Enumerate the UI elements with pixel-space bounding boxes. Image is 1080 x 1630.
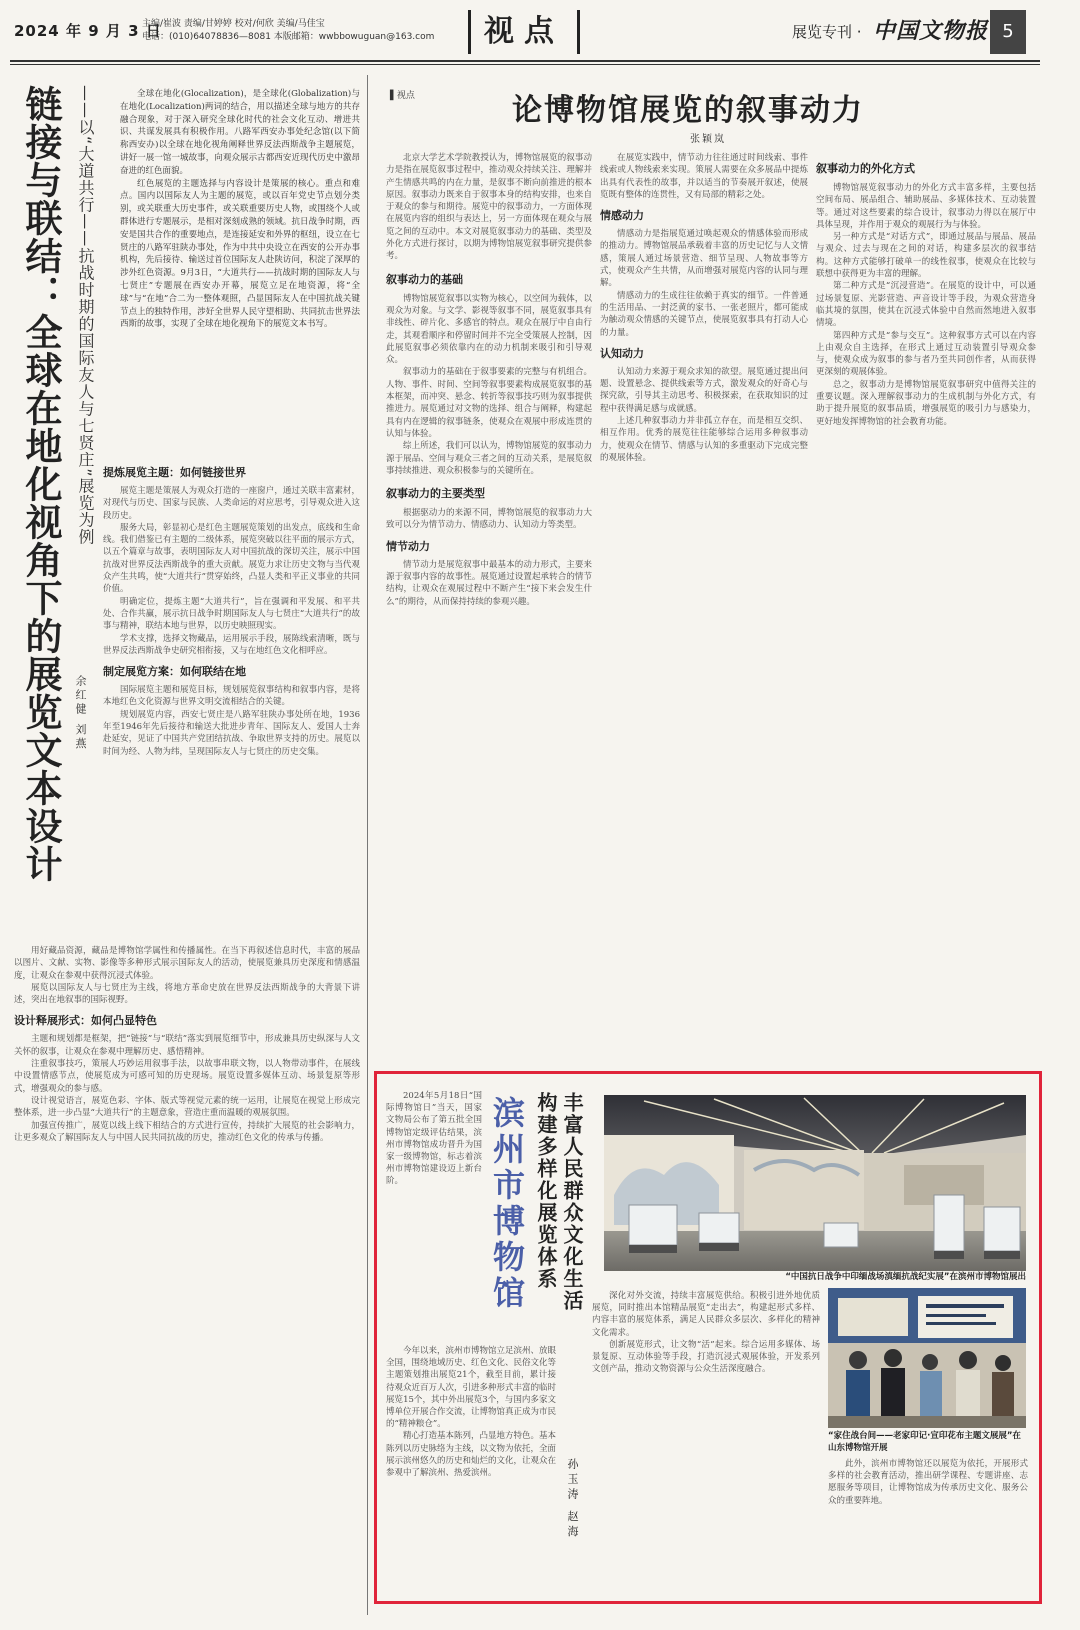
- body-paragraph: 第四种方式是“参与交互”。这种叙事方式可以在内容上由观众自主选择，在形式上通过互动装置引导观众参与，使观众成为叙事的参与者乃至共同创作者，从而获得更深刻的观展体验。: [816, 330, 1036, 378]
- box-article-column-2: [592, 1290, 820, 1595]
- visitors-photo: [828, 1288, 1026, 1428]
- body-paragraph: 明确定位，提炼主题“大道共行”，旨在强调和平发展、和平共处、合作共赢，展示抗日战争时期国际友人与七贤庄“大道共行”的故事与精神，联结本地与世界，以历史映照现实。: [103, 596, 360, 632]
- column-name: 视点: [468, 10, 580, 54]
- body-paragraph: 展览以国际友人与七贤庄为主线，将地方革命史放在世界反法西斯战争的大背景下讲述，突出在地叙事的国际视野。: [14, 982, 360, 1006]
- body-paragraph: 精心打造基本陈列，凸显地方特色。基本陈列以历史脉络为主线，以文物为依托，全面展示滨州悠久的历史和灿烂的文化，让观众在参观中了解滨州、热爱滨州。: [386, 1431, 556, 1479]
- body-paragraph: 上述几种叙事动力并非孤立存在，而是相互交织、相互作用。优秀的展览往往能够综合运用多种叙事动力，使观众在情节、情感与认知的多重驱动下完成完整的观展体验。: [600, 416, 808, 463]
- main-article-column-2: [600, 152, 808, 1062]
- body-paragraph: 国际展览主题和展览目标，规划展览叙事结构和叙事内容，是将本地红色文化资源与世界文明交流相结合的关键。: [103, 685, 360, 708]
- body-paragraph: 设计视觉语言，展览色彩、字体、版式等视觉元素的统一运用，让展览在视觉上形成完整体系，进一步凸显“大道共行”的主题意象，营造庄重而温暖的观展氛围。: [14, 1095, 360, 1119]
- section-heading: 叙事动力的主要类型: [386, 487, 485, 501]
- body-paragraph: 认知动力来源于观众求知的欲望。展览通过提出问题、设置悬念、提供线索等方式，激发观众的好奇心与探究欲，引导其主动思考、积极探索，在获取知识的过程中获得满足感与成就感。: [600, 366, 808, 414]
- body-paragraph: 服务大局，彰显初心是红色主题展览策划的出发点，底线和生命线。我们借鉴已有主题的二级体系，展览突破以往平面的展示方式，以五个篇章与故事，表明国际友人对中国抗战的深切关注，展示中国抗战对世界反法西斯战争的重大贡献。展览力求让历史文物与当代观众产生共鸣，使“大道共行”贯穿始终，凸显人类和平正义事业的共同价值。: [103, 522, 360, 595]
- box-article-intro: [386, 1090, 482, 1340]
- box-article-subtitle: 丰富人民群众文化生活: [560, 1092, 584, 1312]
- body-paragraph: 在展览实践中，情节动力往往通过时间线索、事件线索或人物线索来实现。策展人需要在众多展品中提炼出具有代表性的故事，并以适当的节奏展开叙述，使展览既有整体的连贯性，又有局部的精彩之处。: [600, 153, 808, 200]
- body-paragraph: 此外，滨州市博物馆还以展览为依托，开展形式多样的社会教育活动，推出研学课程、专题讲座、志愿服务等项目，让博物馆成为传承历史文化、服务公众的重要阵地。: [828, 1459, 1028, 1506]
- paper-masthead: 中国文物报: [873, 18, 989, 44]
- issue-date: 2024 年 9 月 3 日: [14, 22, 162, 40]
- body-paragraph: 情节动力是展览叙事中最基本的动力形式，主要来源于叙事内容的故事性。展览通过设置起承转合的情节结构，让观众在观展过程中不断产生“接下来会发生什么”的期待，从而保持持续的参观兴趣。: [386, 559, 592, 607]
- box-article-column-1: [386, 1345, 556, 1595]
- main-article-title: 论博物馆展览的叙事动力: [512, 93, 864, 128]
- body-paragraph: 叙事动力的基础在于叙事要素的完整与有机组合。人物、事件、时间、空间等叙事要素构成展览叙事的基本框架，而冲突、悬念、转折等叙事技巧则为叙事提供推进力。展览通过对文物的选择、组合与阐释，构建起具有内在逻辑的叙事链条，使观众在观展中形成连贯的认知与体验。: [386, 367, 592, 439]
- body-paragraph: 博物馆展览叙事动力的外化方式丰富多样，主要包括空间布局、展品组合、辅助展品、多媒体技术、互动装置等。通过对这些要素的综合设计，叙事动力得以在展厅中具体呈现，并作用于观众的观展行为与体验。: [816, 183, 1036, 230]
- box-article-column-3: [828, 1458, 1028, 1596]
- body-paragraph: 主题和规划都是框架，把“链接”与“联结”落实到展览细节中，形成兼具历史纵深与人文关怀的叙事，让观众在参观中理解历史、感悟精神。: [14, 1034, 360, 1057]
- body-paragraph: 规划展览内容，西安七贤庄是八路军驻陕办事处所在地，1936年至1946年先后接待和输送大批进步青年、国际友人、爱国人士奔赴延安，见证了中国共产党团结抗战、争取世界支持的历史。展览以时间为经、人物为纬，呈现国际友人与七贤庄的历史交集。: [103, 709, 360, 757]
- body-paragraph: 情感动力的生成往往依赖于真实的细节。一件普通的生活用品、一封泛黄的家书、一张老照片，都可能成为触动观众情感的关键节点，使展览叙事具有打动人心的力量。: [600, 290, 808, 338]
- box-article-author: 孙玉涛 赵海: [566, 1458, 579, 1541]
- section-heading: 设计释展形式：如何凸显特色: [14, 1014, 157, 1028]
- left-article-title: 链接与联结：全球在地化视角下的展览文本设计: [19, 85, 62, 883]
- page-number: 5: [990, 10, 1026, 54]
- staff-credits: [142, 18, 462, 44]
- left-article-author: 余红健 刘燕: [74, 675, 87, 752]
- section-heading: 制定展览方案：如何联结在地: [103, 665, 246, 679]
- body-paragraph: 情感动力是指展览通过唤起观众的情感体验而形成的推动力。博物馆展品承载着丰富的历史记忆与人文情感，策展人通过场景营造、细节呈现、人物故事等方式，使观众产生共情，从而增强对展览内容的认同与理解。: [600, 229, 808, 289]
- contact-line: 电话：(010)64078836—8081 本版邮箱：wwbbowuguan@163.com: [142, 32, 435, 42]
- section-heading: 提炼展览主题：如何链接世界: [103, 466, 246, 479]
- visitors-illustration: [828, 1288, 1026, 1428]
- left-article-column-1: [103, 458, 360, 928]
- section-heading: 叙事动力的基础: [386, 272, 463, 286]
- sub-heading: 认知动力: [600, 346, 644, 360]
- column-tag: ▌视点: [390, 91, 415, 101]
- box-article-subtitle: 构建多样化展览体系: [534, 1092, 558, 1290]
- section-heading: 叙事动力的外化方式: [816, 162, 915, 175]
- body-paragraph: 综上所述，我们可以认为，博物馆展览的叙事动力源于展品、空间与观众三者之间的互动关系，是展览叙事持续推进、观众积极参与的关键所在。: [386, 441, 592, 476]
- body-paragraph: 2024年5月18日“国际博物馆日”当天，国家文物局公布了第五批全国博物馆定级评估结果，滨州市博物馆成功晋升为国家一级博物馆，标志着滨州市博物馆建设迈上新台阶。: [386, 1091, 482, 1187]
- body-paragraph: 根据驱动力的来源不同，博物馆展览的叙事动力大致可以分为情节动力、情感动力、认知动力等类型。: [386, 508, 592, 531]
- body-paragraph: 第二种方式是“沉浸营造”。在展览的设计中，可以通过场景复原、光影营造、声音设计等手段，为观众营造身临其境的氛围，使其在沉浸式体验中自然而然地进入叙事情境。: [816, 281, 1036, 329]
- staff-line: 主编/崔波 责编/甘婷婷 校对/何欣 美编/马佳宝: [142, 19, 325, 29]
- main-article-author: 张颖岚: [690, 134, 726, 145]
- body-paragraph: 另一种方式是“对话方式”，即通过展品与展品、展品与观众、过去与现在之间的对话，构建多层次的叙事结构。这种方式能够打破单一的线性叙事，使观众在比较与联想中获得更为丰富的理解。: [816, 232, 1036, 280]
- photo-caption: “中国抗日战争中印缅战场滇缅抗战纪实展”在滨州市博物馆展出: [785, 1272, 1026, 1282]
- lead-paragraph: 红色展览的主题选择与内容设计是策展的核心。重点和难点。国内以国际友人为主题的展览，或以百年党史节点划分类别，或关联重大历史事件，或关联重要历史人物，或围绕个人或群体进行专题展示，是相对深刻成熟的领域。抗日战争时期，西安是国共合作的重要地点，是连接延安和外界的枢纽，设立在七贤庄的八路军驻陕办事处，作为中共中央设立在西安的公开办事机构，先后接待、输送过首位国际友人赴陕访问，积淀了深厚的涉外红色资源。9月3日，“大道共行——抗战时期的国际友人与七贤庄”专题展在西安办开幕，展览立足在地资源，将“全球”与“在地”合二为一整体观照，凸显国际友人在中国抗战关键节点上的独特作用，涉好全世界人民守望相助、共同抗击世界法西斯的故事，实现了全球在地化视角下的展览文本书写。: [120, 178, 360, 330]
- left-article-column-2: [14, 945, 360, 1607]
- lead-paragraph: 全球在地化(Glocalization)，是全球化(Globalization)与在地化(Localization)两词的结合，用以描述全球与地方的共存融合现象，对于深入研究全球化时代的社会文化互动、增进共识、共谋发展具有积极作用。八路军西安办事处纪念馆(以下简称西安办)以全球在地化视角阐释世界反法西斯战争主题展览，讲好一展一馆一城故事，向观众展示古都西安近现代历史中激昂奋进的红色面貌。: [120, 89, 360, 176]
- sub-heading: 情感动力: [600, 209, 644, 223]
- body-paragraph: 博物馆展览叙事以实物为核心，以空间为载体，以观众为对象。与文学、影视等叙事不同，展览叙事具有非线性、碎片化、多感官的特点。观众在展厅中自由行走，其观看顺序和停留时间并不完全受策展人控制，因此展览叙事必须依靠内在的动力机制来吸引和引导观众。: [386, 293, 592, 366]
- body-paragraph: 总之，叙事动力是博物馆展览叙事研究中值得关注的重要议题。深入理解叙事动力的生成机制与外化方式，有助于提升展览的叙事品质，增强展览的吸引力与感染力，更好地发挥博物馆的社会教育功能。: [816, 379, 1036, 427]
- column-divider: [367, 75, 368, 1615]
- page-header: [0, 0, 1080, 60]
- header-rule: [10, 60, 1040, 62]
- body-paragraph: 加强宣传推广，展览以线上线下相结合的方式进行宣传，持续扩大展览的社会影响力，让更多观众了解国际友人与中国人民共同抗战的历史，推动红色文化的传承与传播。: [14, 1120, 360, 1143]
- body-paragraph: 注重叙事技巧，策展人巧妙运用叙事手法，以故事串联文物，以人物带动事件，在展线中设置情感节点，使展览成为可感可知的历史现场。展览设置多媒体互动、场景复原等形式，增强观众的参与感。: [14, 1059, 360, 1094]
- header-rule-thin: [10, 64, 1040, 65]
- left-article-title-block: [8, 85, 118, 945]
- exhibition-hall-photo: [604, 1095, 1026, 1271]
- exhibition-hall-illustration: [604, 1095, 1026, 1271]
- body-paragraph: 深化对外交流，持续丰富展览供给。积极引进外地优质展览，同时推出本馆精品展览“走出去”，构建起形式多样、内容丰富的展览体系，满足人民群众多层次、多样化的精神文化需求。: [592, 1291, 820, 1338]
- main-article-column-1: [386, 152, 592, 1062]
- box-article-title: 滨州市博物馆: [488, 1096, 526, 1312]
- body-paragraph: 创新展览形式，让文物“活”起来。综合运用多媒体、场景复原、互动体验等手段，打造沉浸式观展体验，开发系列文创产品，推动文物资源与公众生活深度融合。: [592, 1339, 820, 1375]
- body-paragraph: 学术支撑，选择文物藏品，运用展示手段，展陈线索清晰，既与世界反法西斯战争史研究相衔接，又与在地红色文化相呼应。: [103, 633, 360, 656]
- body-paragraph: 用好藏品资源，藏品是博物馆学属性和传播属性。在当下再叙述信息时代，丰富的展品以图片、文献、实物、影像等多种形式展示国际友人的活动，使展览兼具历史深度和情感温度，让观众在参观中获得沉浸式体验。: [14, 946, 360, 981]
- left-article-subtitle: ——以“大道共行——抗战时期的国际友人与七贤庄”展览为例: [76, 85, 95, 546]
- body-paragraph: 北京大学艺术学院教授认为，博物馆展览的叙事动力是指在展览叙事过程中，推动观众持续关注、理解并产生情感共鸣的内在力量，是叙事不断向前推进的根本原因。叙事动力既来自于叙事本身的结构安排，也来自于观众的参与和期待。展览中的叙事动力，一方面体现在展览内容的组织与表达上，另一方面体现在观众与展览之间的互动中。本文对展览叙事动力的基础、类型及外化方式进行探讨，以期为博物馆展览叙事研究提供参考。: [386, 153, 592, 262]
- special-label: 展览专刊 ·: [792, 23, 862, 41]
- sub-heading: 情节动力: [386, 539, 430, 553]
- photo-caption: “家住战台间——老家印记·宣印花布主题文展展”在山东博物馆开展: [828, 1431, 1021, 1453]
- body-paragraph: 今年以来，滨州市博物馆立足滨州、放眼全国，围绕地域历史、红色文化、民俗文化等主题策划推出展览21个，截至目前，累计接待观众近百万人次，引进多种形式丰富的临时展览15个，其中外出展览3个，与国内多家文博单位开展合作交流，让博物馆真正成为市民的“精神粮仓”。: [386, 1346, 556, 1430]
- main-article-column-3: [816, 152, 1036, 1062]
- body-paragraph: 展览主题是策展人为观众打造的一座窗户，通过关联丰富素材，对现代与历史、国家与民族、人类命运的对应思考，引导观众进入这段历史。: [103, 486, 360, 521]
- left-article-lead: [120, 88, 360, 448]
